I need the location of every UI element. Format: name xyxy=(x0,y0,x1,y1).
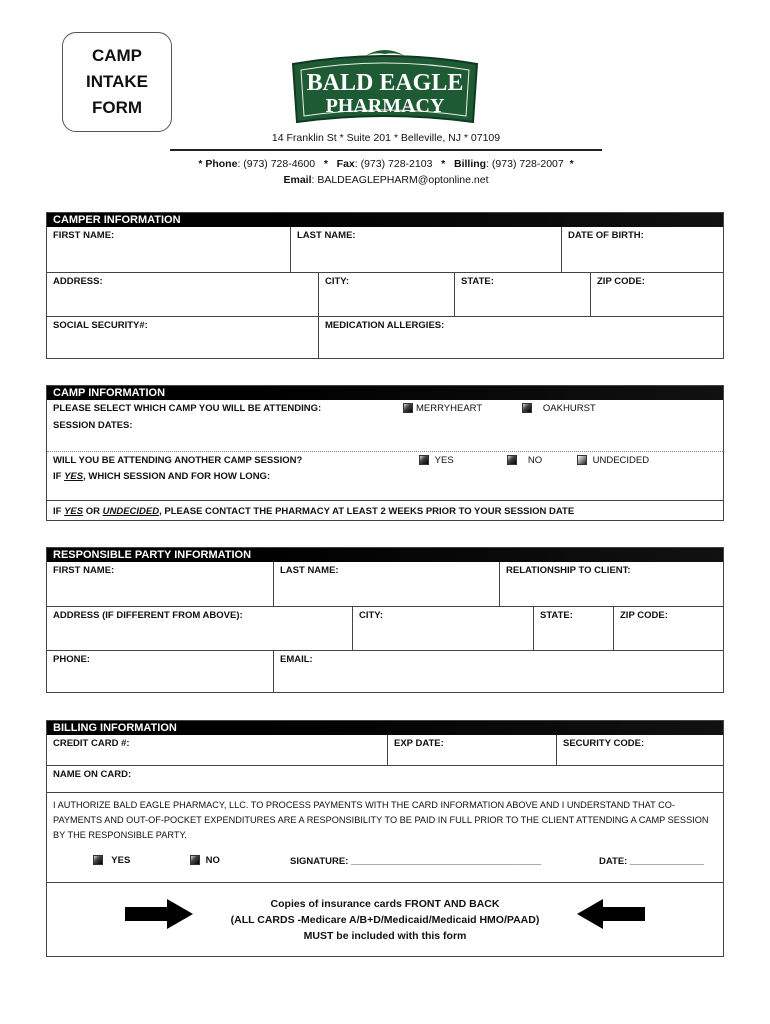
camp-information-section xyxy=(46,385,724,521)
authorize-yes-checkbox[interactable] xyxy=(93,855,103,865)
form-title-line-3: FORM xyxy=(91,98,143,117)
authorize-no-checkbox[interactable] xyxy=(190,855,200,865)
camper-ssn-row xyxy=(47,316,723,358)
camper-state-field[interactable]: STATE: xyxy=(454,273,590,316)
another-undecided-checkbox[interactable] xyxy=(577,455,587,465)
insurance-notice: Copies of insurance cards FRONT AND BACK (ALL CARDS -Medicare A/B+D/Medicaid/Medicaid HMO/PAAD) MUST be included with this form xyxy=(230,898,540,942)
camper-address-field[interactable]: ADDRESS: xyxy=(53,276,103,287)
form-title-line-1: CAMP xyxy=(91,46,143,65)
responsible-city-field[interactable]: CITY: xyxy=(352,607,533,650)
pharmacy-address: 14 Franklin St * Suite 201 * Belleville, NJ * 07109 xyxy=(271,132,501,144)
contact-pharmacy-notice: IF YES OR UNDECIDED, PLEASE CONTACT THE PHARMACY AT LEAST 2 WEEKS PRIOR TO YOUR SESSION DATE xyxy=(53,506,575,517)
name-on-card-row xyxy=(47,765,723,792)
authorization-row xyxy=(47,792,723,882)
responsible-first-name-field[interactable]: FIRST NAME: xyxy=(53,565,115,576)
responsible-phone-field[interactable]: PHONE: xyxy=(53,654,90,665)
arrow-left-icon xyxy=(577,899,645,929)
another-session-undecided[interactable]: UNDECIDED xyxy=(577,455,649,466)
responsible-email-field[interactable]: EMAIL: xyxy=(273,651,723,692)
camper-allergies-field[interactable]: MEDICATION ALLERGIES: xyxy=(318,317,723,358)
camper-last-name-field[interactable]: LAST NAME: xyxy=(290,227,561,272)
authorize-no[interactable]: NO xyxy=(190,855,220,866)
another-session-label: WILL YOU BE ATTENDING ANOTHER CAMP SESSION? xyxy=(53,455,303,466)
contact-line: * Phone: (973) 728-4600 * Fax: (973) 728-2103 * Billing: (973) 728-2007 * xyxy=(198,158,574,170)
responsible-name-row xyxy=(47,562,723,606)
responsible-address-field[interactable]: ADDRESS (IF DIFFERENT FROM ABOVE): xyxy=(53,610,243,621)
date-line[interactable]: DATE: ______________ xyxy=(599,856,704,867)
camp-section-header: CAMP INFORMATION xyxy=(47,386,723,400)
which-session-field[interactable]: IF YES, WHICH SESSION AND FOR HOW LONG: xyxy=(53,471,271,482)
billing-section-header: BILLING INFORMATION xyxy=(47,721,723,735)
signature-line[interactable]: SIGNATURE: ____________________________________ xyxy=(290,856,542,867)
authorization-text: I AUTHORIZE BALD EAGLE PHARMACY, LLC. TO PROCESS PAYMENTS WITH THE CARD INFORMATION ABOVE AND I UNDERSTAND THAT CO- PAYMENTS AND OUT-OF-POCKET EXPENDITURES ARE A RESPONSIBILITY TO BE PAID IN FULL PRIOR TO THE CLIENT ATTENDING A CAMP SESSION BY THE RESPONSIBLE PARTY. xyxy=(53,800,709,840)
another-session-row xyxy=(47,451,723,468)
camper-ssn-field[interactable]: SOCIAL SECURITY#: xyxy=(53,320,148,331)
another-session-no[interactable]: NO xyxy=(507,455,542,466)
camper-city-field[interactable]: CITY: xyxy=(318,273,454,316)
another-yes-checkbox[interactable] xyxy=(419,455,429,465)
form-title-line-2: INTAKE xyxy=(85,72,148,91)
session-dates-row xyxy=(47,417,723,451)
contact-pharmacy-row xyxy=(47,500,723,520)
exp-date-field[interactable]: EXP DATE: xyxy=(387,735,556,765)
merryheart-checkbox[interactable] xyxy=(403,403,413,413)
relationship-field[interactable]: RELATIONSHIP TO CLIENT: xyxy=(499,562,723,606)
camper-information-section xyxy=(46,212,724,359)
card-row xyxy=(47,735,723,765)
email-line: Email: BALDEAGLEPHARM@optonline.net xyxy=(283,174,489,186)
camp-select-row xyxy=(47,400,723,417)
logo-line-1: BALD EAGLE xyxy=(306,70,464,96)
camper-dob-field[interactable]: DATE OF BIRTH: xyxy=(561,227,723,272)
another-session-yes[interactable]: YES xyxy=(419,455,454,466)
form-title-box xyxy=(62,32,172,132)
another-no-checkbox[interactable] xyxy=(507,455,517,465)
camp-option-merryheart[interactable]: MERRYHEART xyxy=(403,403,482,414)
logo-line-2: PHARMACY xyxy=(325,95,445,117)
camper-first-name-field[interactable]: FIRST NAME: xyxy=(53,230,115,241)
session-dates-field[interactable]: SESSION DATES: xyxy=(53,420,133,431)
oakhurst-checkbox[interactable] xyxy=(522,403,532,413)
responsible-address-row xyxy=(47,606,723,650)
responsible-zip-field[interactable]: ZIP CODE: xyxy=(613,607,723,650)
name-on-card-field[interactable]: NAME ON CARD: xyxy=(53,769,132,780)
which-session-row xyxy=(47,468,723,500)
responsible-state-field[interactable]: STATE: xyxy=(533,607,613,650)
insurance-row xyxy=(47,882,723,956)
camper-name-row xyxy=(47,227,723,272)
pharmacy-logo xyxy=(287,44,483,130)
responsible-section-header: RESPONSIBLE PARTY INFORMATION xyxy=(47,548,723,562)
camper-zip-field[interactable]: ZIP CODE: xyxy=(590,273,723,316)
camp-select-label: PLEASE SELECT WHICH CAMP YOU WILL BE ATTENDING: xyxy=(53,403,322,414)
camper-section-header: CAMPER INFORMATION xyxy=(47,213,723,227)
header-divider xyxy=(170,149,602,151)
credit-card-field[interactable]: CREDIT CARD #: xyxy=(53,738,130,749)
camp-option-oakhurst[interactable]: OAKHURST xyxy=(522,403,596,414)
camper-address-row xyxy=(47,272,723,316)
responsible-party-section xyxy=(46,547,724,693)
responsible-phone-row xyxy=(47,650,723,692)
security-code-field[interactable]: SECURITY CODE: xyxy=(556,735,723,765)
responsible-last-name-field[interactable]: LAST NAME: xyxy=(273,562,499,606)
billing-information-section xyxy=(46,720,724,957)
arrow-right-icon xyxy=(125,899,193,929)
authorize-yes[interactable]: YES xyxy=(93,855,130,866)
